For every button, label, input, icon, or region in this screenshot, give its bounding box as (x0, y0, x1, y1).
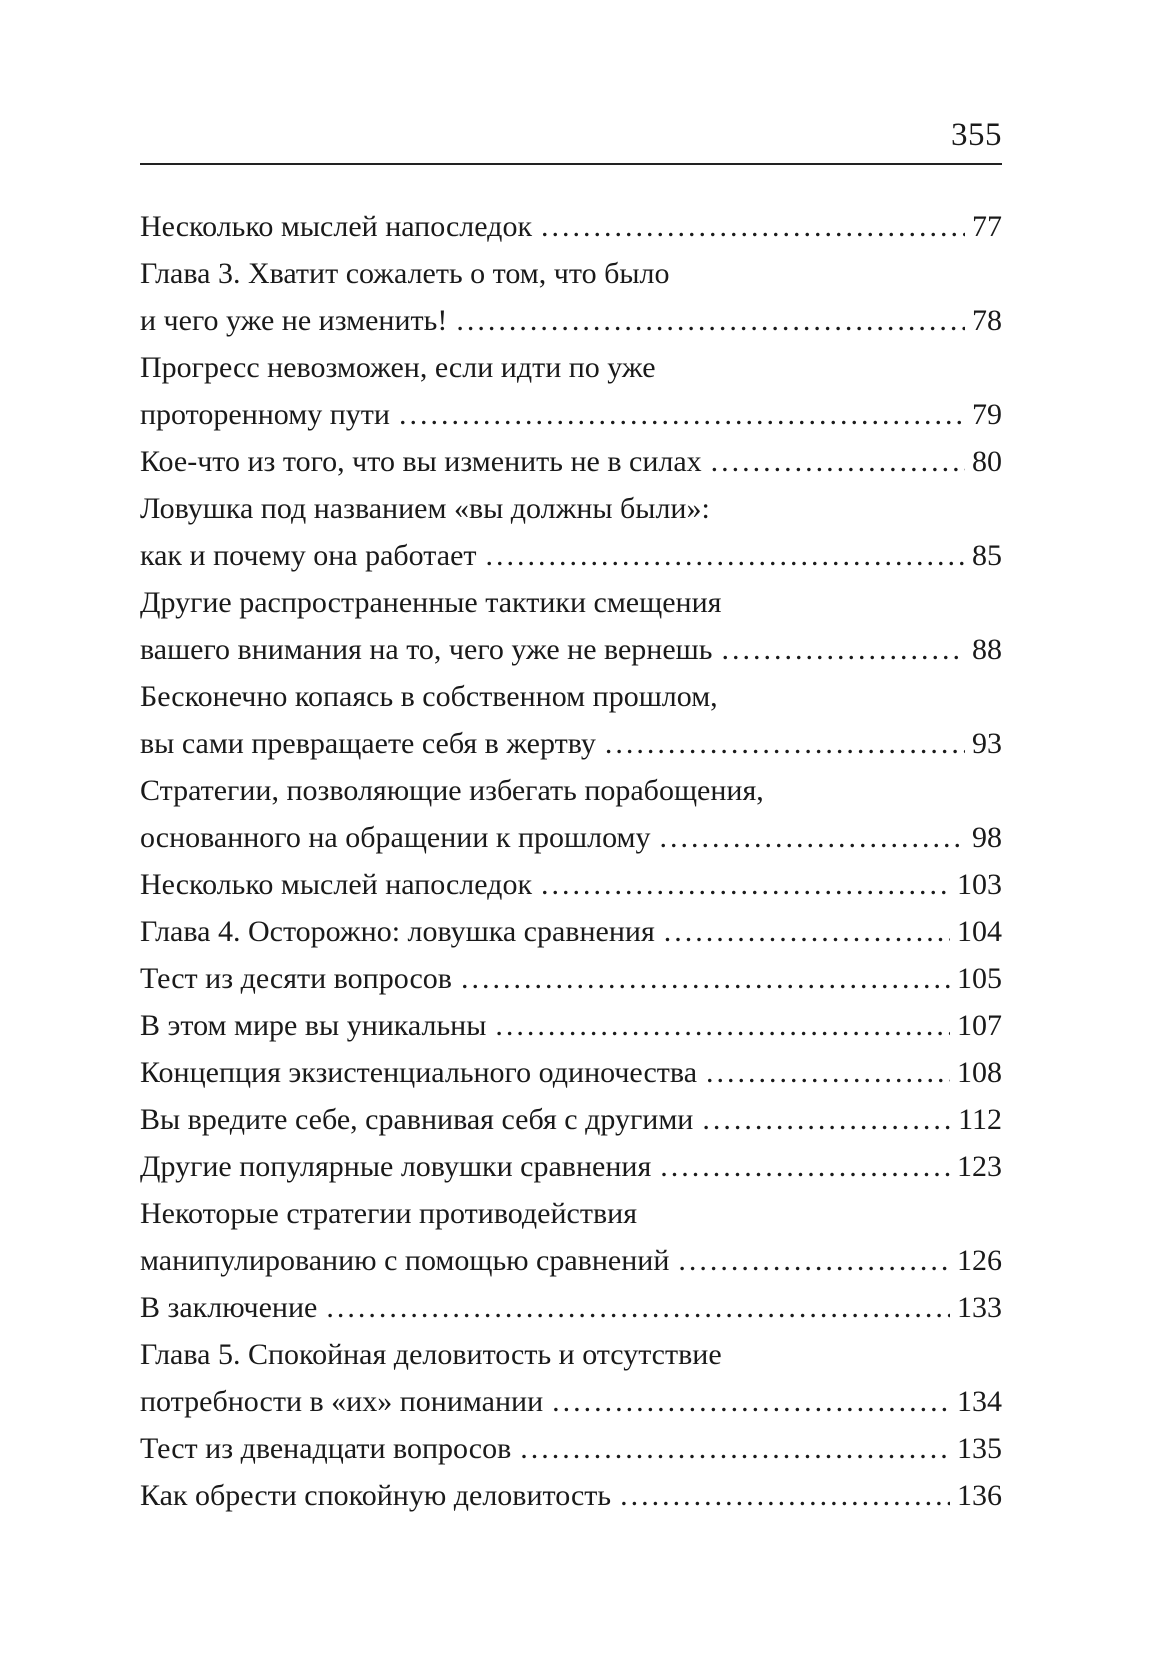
toc-page-number: 78 (972, 304, 1002, 337)
dot-leader (399, 391, 965, 438)
toc-line (140, 532, 1002, 579)
toc-line (140, 1331, 1002, 1378)
toc-line (140, 1425, 1002, 1472)
toc-page-number: 135 (957, 1432, 1002, 1465)
toc-entry-text: Глава 4. Осторожно: ловушка сравнения (140, 915, 655, 948)
toc-line (140, 767, 1002, 814)
toc-line (140, 250, 1002, 297)
toc-line (140, 1284, 1002, 1331)
toc-entry-text: Прогресс невозможен, если идти по уже (140, 351, 656, 384)
toc-entry-text: и чего уже не изменить! (140, 304, 448, 337)
toc-line (140, 814, 1002, 861)
toc-line (140, 297, 1002, 344)
toc-page-number: 112 (958, 1103, 1002, 1136)
table-of-contents (140, 203, 1002, 1519)
toc-page-number: 133 (957, 1291, 1002, 1324)
toc-entry-text: Некоторые стратегии противодействия (140, 1197, 637, 1230)
toc-line (140, 720, 1002, 767)
toc-page-number: 123 (957, 1150, 1002, 1183)
toc-line (140, 485, 1002, 532)
page-header (140, 0, 1002, 165)
toc-page-number: 104 (957, 915, 1002, 948)
toc-page-number: 136 (957, 1479, 1002, 1512)
dot-leader (520, 1425, 950, 1472)
toc-line (140, 1002, 1002, 1049)
dot-leader (721, 626, 965, 673)
toc-line (140, 438, 1002, 485)
dot-leader (541, 861, 950, 908)
toc-entry-text: Тест из десяти вопросов (140, 962, 452, 995)
toc-line (140, 1378, 1002, 1425)
toc-entry-text: проторенному пути (140, 398, 390, 431)
page-number: 355 (951, 117, 1002, 153)
toc-entry-text: Кое-что из того, что вы изменить не в силах (140, 445, 702, 478)
dot-leader (711, 438, 965, 485)
dot-leader (541, 203, 965, 250)
toc-entry-text: Стратегии, позволяющие избегать порабощения, (140, 774, 764, 807)
dot-leader (486, 532, 965, 579)
dot-leader (326, 1284, 950, 1331)
toc-page-number: 88 (972, 633, 1002, 666)
toc-entry-text: манипулированию с помощью сравнений (140, 1244, 670, 1277)
dot-leader (678, 1237, 950, 1284)
toc-page-number: 105 (957, 962, 1002, 995)
toc-entry-text: Тест из двенадцати вопросов (140, 1432, 512, 1465)
toc-page-number: 98 (972, 821, 1002, 854)
toc-line (140, 579, 1002, 626)
dot-leader (552, 1378, 950, 1425)
dot-leader (620, 1472, 950, 1519)
toc-line (140, 626, 1002, 673)
toc-entry-text: вашего внимания на то, чего уже не вернешь (140, 633, 713, 666)
dot-leader (706, 1049, 950, 1096)
toc-entry-text: Глава 5. Спокойная деловитость и отсутствие (140, 1338, 722, 1371)
toc-entry-text: как и почему она работает (140, 539, 477, 572)
toc-entry-text: вы сами превращаете себя в жертву (140, 727, 596, 760)
dot-leader (664, 908, 950, 955)
toc-line (140, 861, 1002, 908)
toc-entry-text: Бесконечно копаясь в собственном прошлом, (140, 680, 718, 713)
toc-entry-text: Глава 3. Хватит сожалеть о том, что было (140, 257, 670, 290)
page-content (140, 0, 1002, 1519)
toc-line (140, 1237, 1002, 1284)
dot-leader (495, 1002, 950, 1049)
toc-entry-text: Как обрести спокойную деловитость (140, 1479, 612, 1512)
toc-page-number: 108 (957, 1056, 1002, 1089)
dot-leader (660, 1143, 950, 1190)
toc-entry-text: потребности в «их» понимании (140, 1385, 544, 1418)
toc-line (140, 1049, 1002, 1096)
toc-page-number: 93 (972, 727, 1002, 760)
toc-page-number: 126 (957, 1244, 1002, 1277)
toc-entry-text: Концепция экзистенциального одиночества (140, 1056, 698, 1089)
toc-line (140, 1096, 1002, 1143)
toc-page-number: 134 (957, 1385, 1002, 1418)
toc-entry-text: Вы вредите себе, сравнивая себя с другими (140, 1103, 694, 1136)
toc-page-number: 107 (957, 1009, 1002, 1042)
dot-leader (605, 720, 965, 767)
dot-leader (461, 955, 950, 1002)
toc-entry-text: Другие распространенные тактики смещения (140, 586, 722, 619)
toc-entry-text: основанного на обращении к прошлому (140, 821, 651, 854)
toc-line (140, 391, 1002, 438)
toc-line (140, 955, 1002, 1002)
toc-page-number: 103 (957, 868, 1002, 901)
toc-page-number: 77 (972, 210, 1002, 243)
toc-line (140, 673, 1002, 720)
toc-entry-text: Другие популярные ловушки сравнения (140, 1150, 652, 1183)
dot-leader (456, 297, 965, 344)
dot-leader (660, 814, 965, 861)
toc-line (140, 1472, 1002, 1519)
toc-page-number: 80 (972, 445, 1002, 478)
toc-entry-text: В заключение (140, 1291, 318, 1324)
dot-leader (702, 1096, 951, 1143)
toc-entry-text: Ловушка под названием «вы должны были»: (140, 492, 710, 525)
toc-line (140, 203, 1002, 250)
toc-entry-text: Несколько мыслей напоследок (140, 210, 533, 243)
toc-line (140, 1143, 1002, 1190)
toc-page-number: 85 (972, 539, 1002, 572)
toc-entry-text: В этом мире вы уникальны (140, 1009, 487, 1042)
toc-entry-text: Несколько мыслей напоследок (140, 868, 533, 901)
toc-line (140, 908, 1002, 955)
toc-line (140, 344, 1002, 391)
header-rule (140, 163, 1002, 165)
toc-line (140, 1190, 1002, 1237)
toc-page-number: 79 (972, 398, 1002, 431)
